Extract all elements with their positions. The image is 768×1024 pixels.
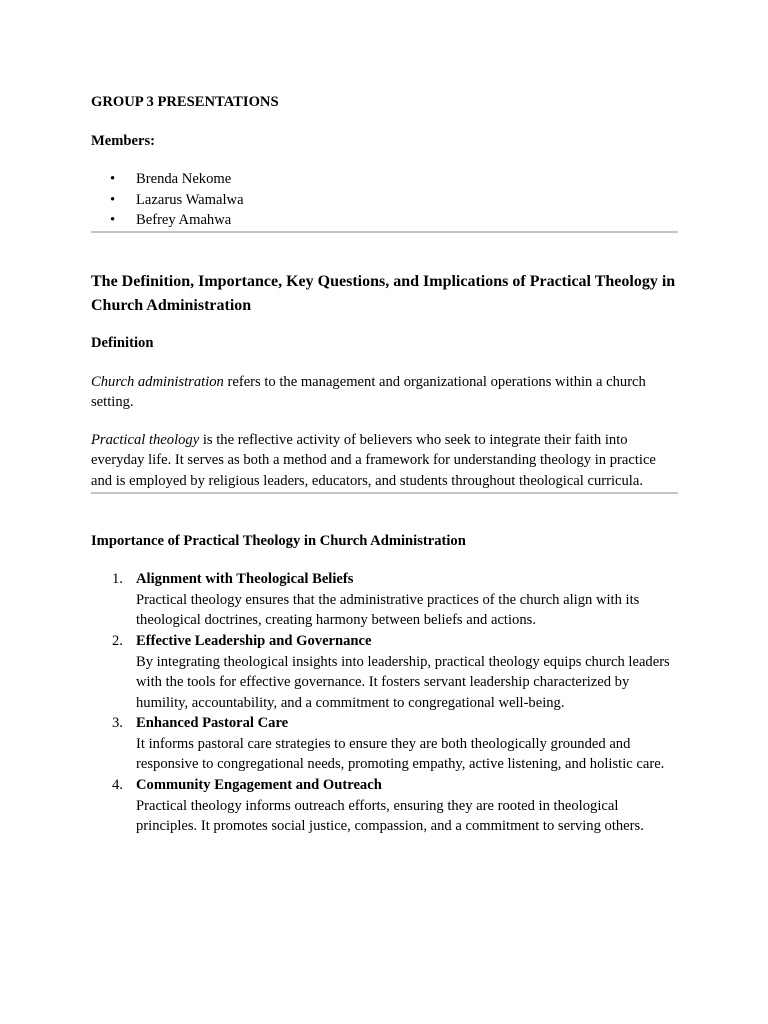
list-item bbox=[91, 190, 678, 211]
document-page bbox=[91, 92, 678, 837]
list-item bbox=[91, 169, 678, 190]
importance-heading: Importance of Practical Theology in Church Administration bbox=[91, 532, 466, 549]
practical-theology-paragraph bbox=[91, 430, 678, 492]
practical-theology-term: Practical theology bbox=[91, 431, 200, 448]
item-number: 1. bbox=[112, 571, 123, 588]
practical-theology-text: is the reflective activity of believers who seek to integrate their faith into everyday life. It serves as both a method and a framework for understanding theology in practice and is employed by religious leaders, educators, and students throughout theological curricula. bbox=[91, 431, 656, 489]
item-title: Effective Leadership and Governance bbox=[136, 632, 372, 649]
group-title: GROUP 3 PRESENTATIONS bbox=[91, 94, 279, 110]
importance-list bbox=[91, 569, 678, 837]
member-name: Befrey Amahwa bbox=[136, 212, 232, 229]
list-item bbox=[91, 631, 678, 713]
bullet-icon: • bbox=[110, 212, 116, 229]
document-title: The Definition, Importance, Key Questions, and Implications of Practical Theology in Church Administration bbox=[91, 272, 676, 314]
member-name: Lazarus Wamalwa bbox=[136, 191, 244, 208]
item-number: 2. bbox=[112, 632, 123, 649]
definition-heading: Definition bbox=[91, 334, 154, 351]
members-list bbox=[91, 169, 678, 231]
item-number: 4. bbox=[112, 777, 123, 794]
item-text: By integrating theological insights into leadership, practical theology equips church leaders with the tools for effective governance. It fosters servant leadership characterized by humility, accountability, and a commitment to congregational well-being. bbox=[136, 653, 670, 711]
list-item bbox=[91, 713, 678, 775]
church-admin-paragraph bbox=[91, 372, 678, 413]
list-item bbox=[91, 569, 678, 631]
item-text: Practical theology ensures that the administrative practices of the church align with its theological doctrines, creating harmony between beliefs and actions. bbox=[136, 591, 640, 629]
list-item bbox=[91, 210, 678, 231]
item-title: Enhanced Pastoral Care bbox=[136, 715, 289, 732]
section-divider bbox=[91, 492, 678, 494]
item-title: Community Engagement and Outreach bbox=[136, 777, 382, 794]
list-item bbox=[91, 775, 678, 837]
item-text: It informs pastoral care strategies to ensure they are both theologically grounded and responsive to congregational needs, promoting empathy, active listening, and holistic care. bbox=[136, 735, 665, 773]
item-title: Alignment with Theological Beliefs bbox=[136, 571, 354, 588]
item-text: Practical theology informs outreach efforts, ensuring they are rooted in theological principles. It promotes social justice, compassion, and a commitment to serving others. bbox=[136, 797, 644, 835]
church-admin-text: refers to the management and organizational operations within a church setting. bbox=[91, 373, 646, 411]
church-admin-term: Church administration bbox=[91, 373, 224, 390]
members-label: Members: bbox=[91, 132, 156, 149]
item-number: 3. bbox=[112, 715, 123, 732]
section-divider bbox=[91, 231, 678, 233]
bullet-icon: • bbox=[110, 171, 116, 188]
member-name: Brenda Nekome bbox=[136, 171, 232, 188]
bullet-icon: • bbox=[110, 191, 116, 208]
